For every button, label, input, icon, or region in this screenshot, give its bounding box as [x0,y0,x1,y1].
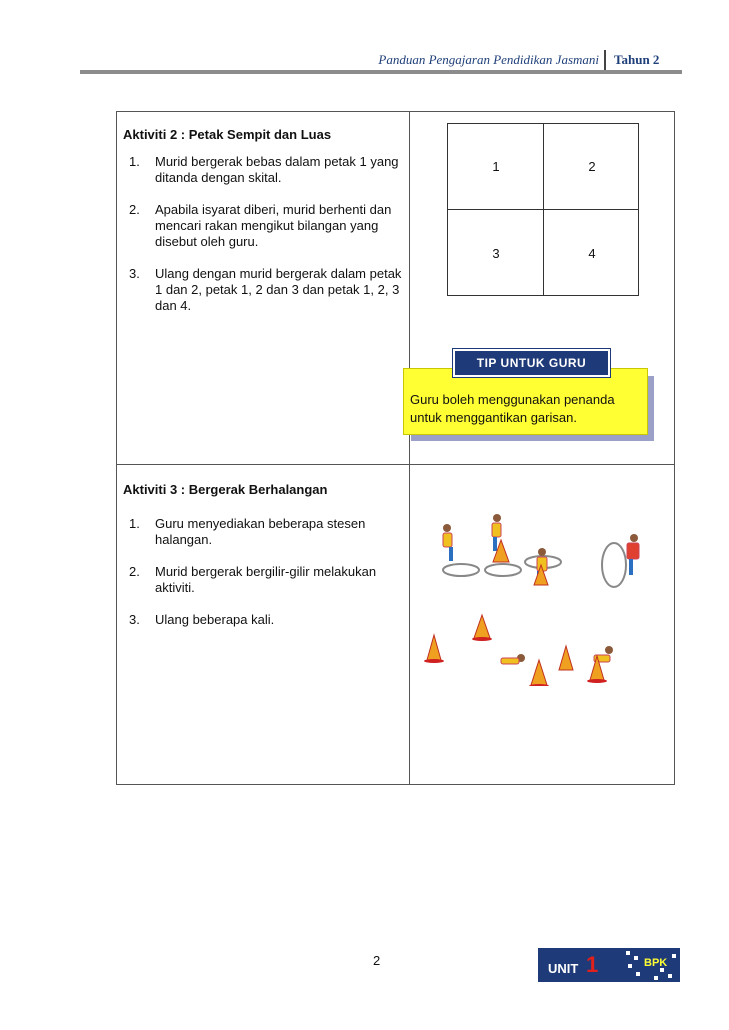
list-text: Ulang beberapa kali. [155,612,275,627]
header-title: Panduan Pengajaran Pendidikan Jasmani [378,52,599,67]
tip-label: TIP UNTUK GURU [453,349,610,377]
header-rule [80,70,682,74]
list-text: Murid bergerak bergilir-gilir melakukan aktiviti. [155,564,377,595]
list-item [123,612,401,628]
list-number: 3. [129,612,140,627]
unit-label: UNIT [548,961,579,976]
grid-cell-1: 1 [492,159,500,174]
activity2-list [123,154,403,330]
svg-text:BPK: BPK [644,957,668,969]
list-item [123,516,401,548]
list-number: 2. [129,202,140,217]
list-item [123,266,403,314]
list-text: Murid bergerak bebas dalam petak 1 yang ditanda dengan skital. [155,154,399,185]
table-row-divider [117,464,674,465]
tip-box [403,368,648,435]
unit-badge [538,948,624,982]
header-year: Tahun 2 [614,52,660,67]
list-item [123,202,403,250]
table-column-divider [409,112,410,784]
list-number: 3. [129,266,140,281]
list-item [123,154,403,186]
grid-cell-2: 2 [588,159,596,174]
activity2-title: Aktiviti 2 : Petak Sempit dan Luas [123,127,332,142]
activity-table [116,111,675,785]
list-text: Guru menyediakan beberapa stesen halangan. [155,516,366,547]
grid-cell-4: 4 [588,246,596,261]
list-text: Ulang dengan murid bergerak dalam petak 1 dan 2, petak 1, 2 dan 3 dan petak 1, 2, 3 dan 4. [155,266,402,313]
list-number: 1. [129,154,140,169]
header-divider [604,50,606,72]
activity3-list [123,516,401,644]
page-number: 2 [373,953,381,968]
list-number: 2. [129,564,140,579]
list-number: 1. [129,516,140,531]
list-item [123,564,401,596]
list-text: Apabila isyarat diberi, murid berhenti dan mencari rakan mengikut bilangan yang disebut oleh guru. [155,202,392,249]
grid-cell-3: 3 [492,246,500,261]
unit-number: 1 [586,952,599,977]
grid-horizontal-line [448,209,638,210]
bpk-logo-icon [624,948,680,982]
area-grid [447,123,639,296]
activity3-title: Aktiviti 3 : Bergerak Berhalangan [123,482,328,497]
tip-text: Guru boleh menggunakan penanda untuk menggantikan garisan. [410,392,615,425]
obstacle-course-illustration [419,510,654,686]
